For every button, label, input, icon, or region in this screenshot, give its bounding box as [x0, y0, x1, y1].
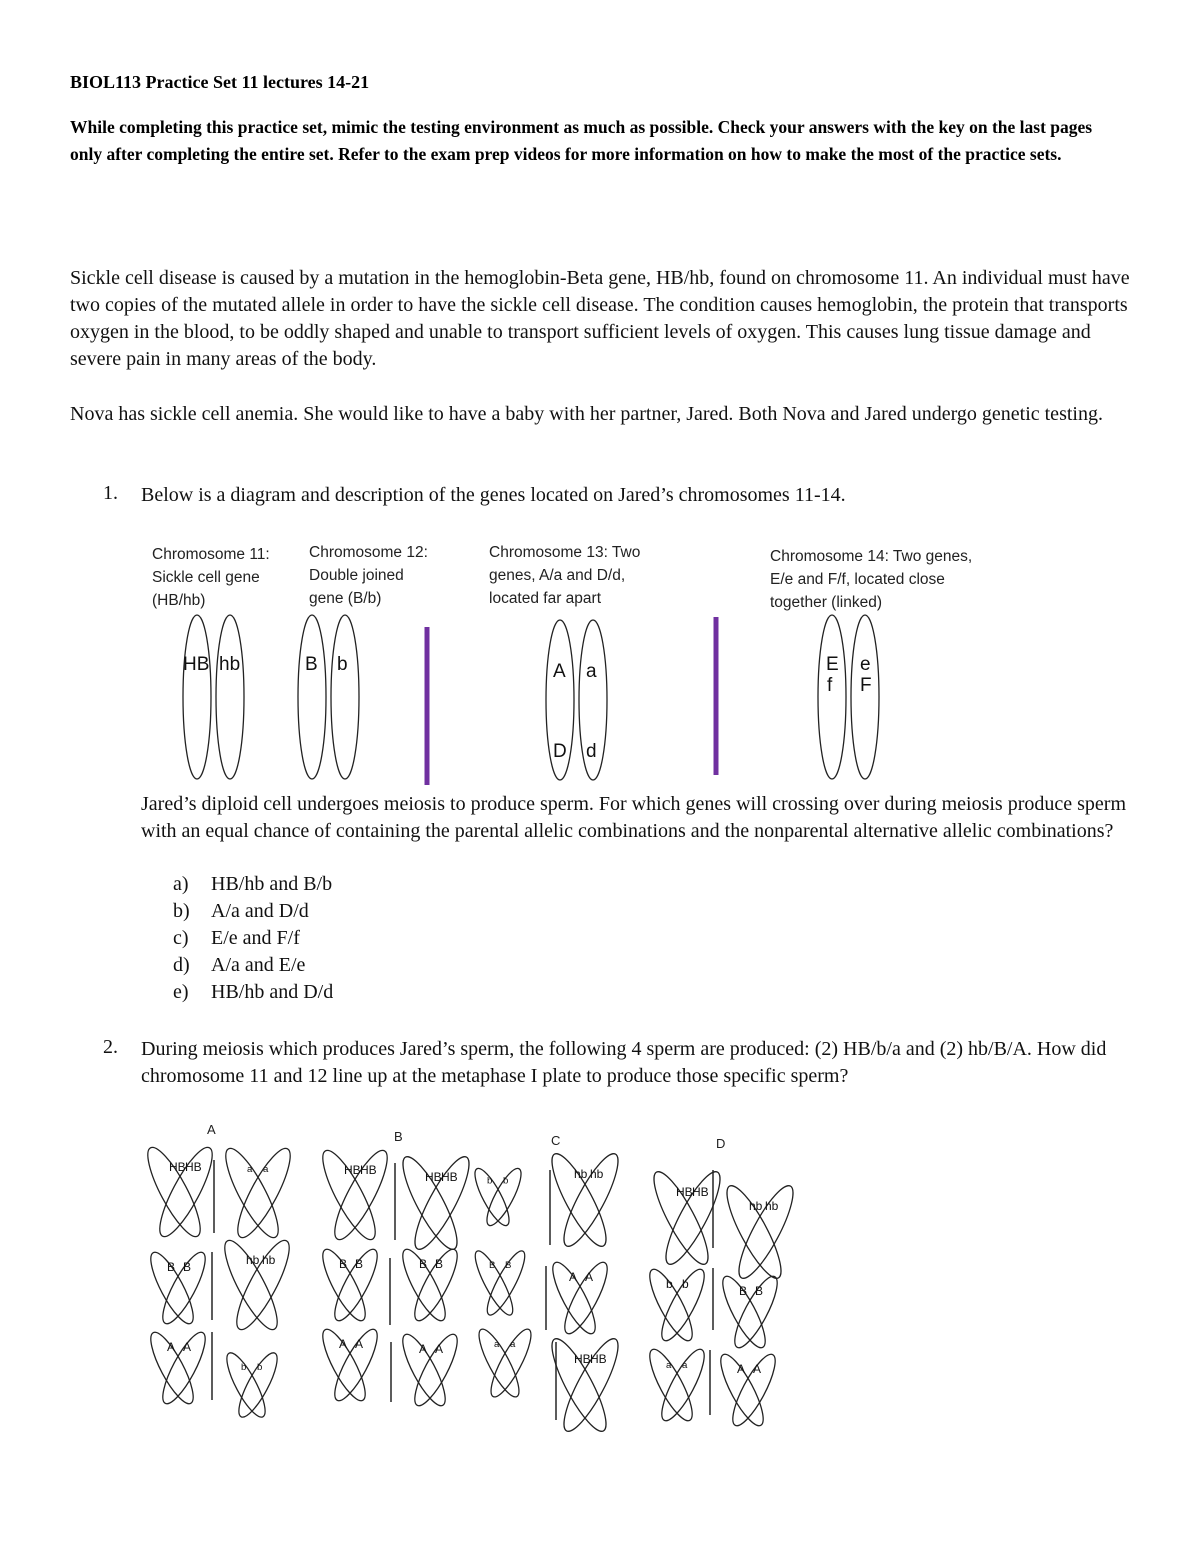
allele-f: f: [827, 675, 833, 696]
chromosome-pair-hb: [543, 1148, 627, 1252]
allele-label: b: [487, 1175, 493, 1187]
chromatid: [216, 1235, 286, 1336]
chromatid: [406, 1151, 478, 1255]
allele-label: A: [167, 1340, 176, 1355]
allele-label: HB: [692, 1185, 709, 1200]
allele-label: B: [489, 1259, 496, 1271]
instructions-text: While completing this practice set, mimic the testing environment as much as possible. Check your answers with the key on the last pages only after completing the entire set. Refer to the exam prep videos for more information on how to make the most of the practice sets.: [70, 117, 1093, 164]
allele-label: A: [339, 1337, 348, 1352]
chromatid: [314, 1145, 384, 1246]
chromosome-pair-hb: [718, 1180, 802, 1284]
allele-A: A: [553, 661, 566, 682]
chromosome-pair-B: [396, 1245, 465, 1326]
option-c[interactable]: c) E/e and F/f: [173, 927, 300, 949]
chromatid: [139, 1142, 209, 1243]
chr12-label: Chromosome 12: Double joined gene (B/b): [309, 544, 428, 607]
document-title: BIOL113 Practice Set 11 lectures 14-21: [70, 72, 370, 92]
chromosome-pair-A: [316, 1325, 385, 1406]
intro-paragraph: Sickle cell disease is caused by a mutation in the hemoglobin-Beta gene, HB/hb, found on chromosome 11. An individual must have two copies of the mutated allele in order to have the sickle cell disease. The condition causes hemoglobin, the protein that transports oxygen in the blood, to be oddly shaped and unable to transport sufficient levels of oxygen. This causes lung tissue damage and severe pain in many areas of the body.: [70, 267, 1130, 370]
chromatid: [543, 1333, 615, 1437]
allele-label: b: [666, 1277, 673, 1292]
option-b[interactable]: b) A/a and D/d: [173, 900, 309, 922]
chromatid: [217, 1143, 287, 1244]
allele-label: B: [755, 1284, 764, 1299]
chromosome-pair-HB: [139, 1142, 221, 1243]
allele-b: b: [337, 654, 348, 675]
chromosome-pair-hb: [216, 1235, 298, 1336]
chromosome-pair-a: [472, 1325, 537, 1401]
allele-label: a: [494, 1339, 500, 1351]
allele-e: e: [860, 654, 871, 675]
chromatid: [730, 1180, 802, 1284]
chromosome-pair-B: [316, 1245, 385, 1326]
allele-HB: HB: [183, 654, 210, 675]
option-d[interactable]: d) A/a and E/e: [173, 954, 306, 976]
allele-D: D: [553, 741, 567, 762]
chromosome-pair-HB: [394, 1151, 478, 1255]
allele-B: B: [305, 654, 318, 675]
chromatid: [645, 1166, 717, 1270]
chromatid: [718, 1180, 790, 1284]
allele-label: B: [167, 1260, 176, 1275]
allele-label: HB: [185, 1160, 202, 1174]
allele-hb: hb: [219, 654, 241, 675]
panel-label-C: C: [551, 1133, 561, 1148]
chromosome-pair-A: [714, 1350, 783, 1431]
allele-label: a: [666, 1360, 672, 1372]
allele-d: d: [586, 741, 597, 762]
chromatid: [543, 1148, 615, 1252]
chromatid: [228, 1235, 298, 1336]
chromosome-pair-a: [217, 1143, 299, 1244]
allele-label: A: [419, 1342, 428, 1357]
chromosome-pair-b: [220, 1349, 283, 1422]
chromatid: [326, 1145, 396, 1246]
allele-label: B: [419, 1257, 428, 1272]
allele-F: F: [860, 675, 872, 696]
chr14-label: Chromosome 14: Two genes, E/e and F/f, located close together (linked): [770, 548, 973, 611]
chromatid: [555, 1333, 627, 1437]
allele-label: b: [257, 1361, 263, 1373]
allele-label: a: [263, 1164, 269, 1175]
allele-label: b: [682, 1277, 689, 1292]
chromosome-pair-B: [716, 1272, 785, 1353]
chromosome-pair-A: [144, 1328, 213, 1409]
allele-label: a: [247, 1164, 253, 1175]
option-e[interactable]: e) HB/hb and D/d: [173, 981, 334, 1003]
question-2-number: 2.: [103, 1036, 118, 1058]
question-2-text: During meiosis which produces Jared’s sperm, the following 4 sperm are produced: (2) HB/b/a and (2) hb/B/A. How did chromosome 11 and 12 line up at the metaphase I plate to produce those specific sperm?: [141, 1038, 1107, 1087]
chromosome-pair-B: [469, 1247, 531, 1319]
allele-label: A: [585, 1270, 594, 1285]
allele-label: HB: [169, 1160, 186, 1174]
chr13-label: Chromosome 13: Two genes, A/a and D/d, located far apart: [489, 544, 641, 607]
question-1-prompt: Below is a diagram and description of the genes located on Jared’s chromosomes 11-14.: [141, 484, 846, 506]
panel-label-D: D: [716, 1136, 726, 1151]
allele-label: hb: [749, 1199, 763, 1214]
chr11-label: Chromosome 11: Sickle cell gene (HB/hb): [152, 546, 270, 609]
allele-label: B: [505, 1259, 512, 1271]
allele-label: A: [183, 1340, 192, 1355]
chromosome-pair-a: [643, 1345, 712, 1426]
allele-label: B: [339, 1257, 348, 1272]
chromatid: [151, 1142, 221, 1243]
allele-label: b: [503, 1175, 509, 1187]
allele-label: HB: [344, 1163, 361, 1177]
chromosome-pair-HB: [645, 1166, 729, 1270]
allele-label: B: [435, 1257, 444, 1272]
allele-label: hb: [246, 1253, 260, 1267]
allele-label: hb: [574, 1167, 588, 1182]
chromatid: [394, 1151, 466, 1255]
allele-label: HB: [574, 1352, 591, 1367]
chromosome-pair-b: [469, 1165, 527, 1230]
allele-label: a: [510, 1339, 516, 1351]
allele-label: b: [241, 1361, 247, 1373]
chromosome-pair-b: [643, 1265, 712, 1346]
allele-label: HB: [441, 1170, 458, 1185]
allele-label: hb: [590, 1167, 604, 1182]
allele-label: B: [183, 1260, 192, 1275]
panel-label-B: B: [394, 1129, 403, 1144]
chromosome-pair-A: [396, 1330, 465, 1411]
allele-E: E: [826, 654, 839, 675]
option-a[interactable]: a) HB/hb and B/b: [173, 873, 333, 895]
scenario-paragraph: Nova has sickle cell anemia. She would like to have a baby with her partner, Jared. Both Nova and Jared undergo genetic testing.: [70, 403, 1103, 425]
chromosome-pair-HB: [314, 1145, 396, 1246]
allele-label: A: [569, 1270, 578, 1285]
allele-label: B: [355, 1257, 364, 1272]
allele-label: A: [435, 1342, 444, 1357]
chromatid: [657, 1166, 729, 1270]
panel-label-A: A: [207, 1122, 216, 1137]
allele-label: hb: [262, 1253, 276, 1267]
allele-label: HB: [676, 1185, 693, 1200]
allele-label: A: [737, 1362, 746, 1377]
allele-label: HB: [360, 1163, 377, 1177]
allele-label: HB: [590, 1352, 607, 1367]
question-1-text: Jared’s diploid cell undergoes meiosis to produce sperm. For which genes will crossing over during meiosis produce sperm with an equal chance of containing the parental allelic combinations and the nonparental alternative allelic combinations?: [141, 793, 1126, 842]
chromatid: [555, 1148, 627, 1252]
allele-label: A: [753, 1362, 762, 1377]
question-1-number: 1.: [103, 482, 118, 504]
chromatid: [229, 1143, 299, 1244]
allele-label: hb: [765, 1199, 779, 1214]
chromosome-pair-B: [144, 1248, 213, 1329]
chromosome-pair-A: [546, 1258, 615, 1339]
allele-label: HB: [425, 1170, 442, 1185]
allele-label: B: [739, 1284, 748, 1299]
allele-label: a: [682, 1360, 688, 1372]
allele-a: a: [586, 661, 597, 682]
allele-label: A: [355, 1337, 364, 1352]
